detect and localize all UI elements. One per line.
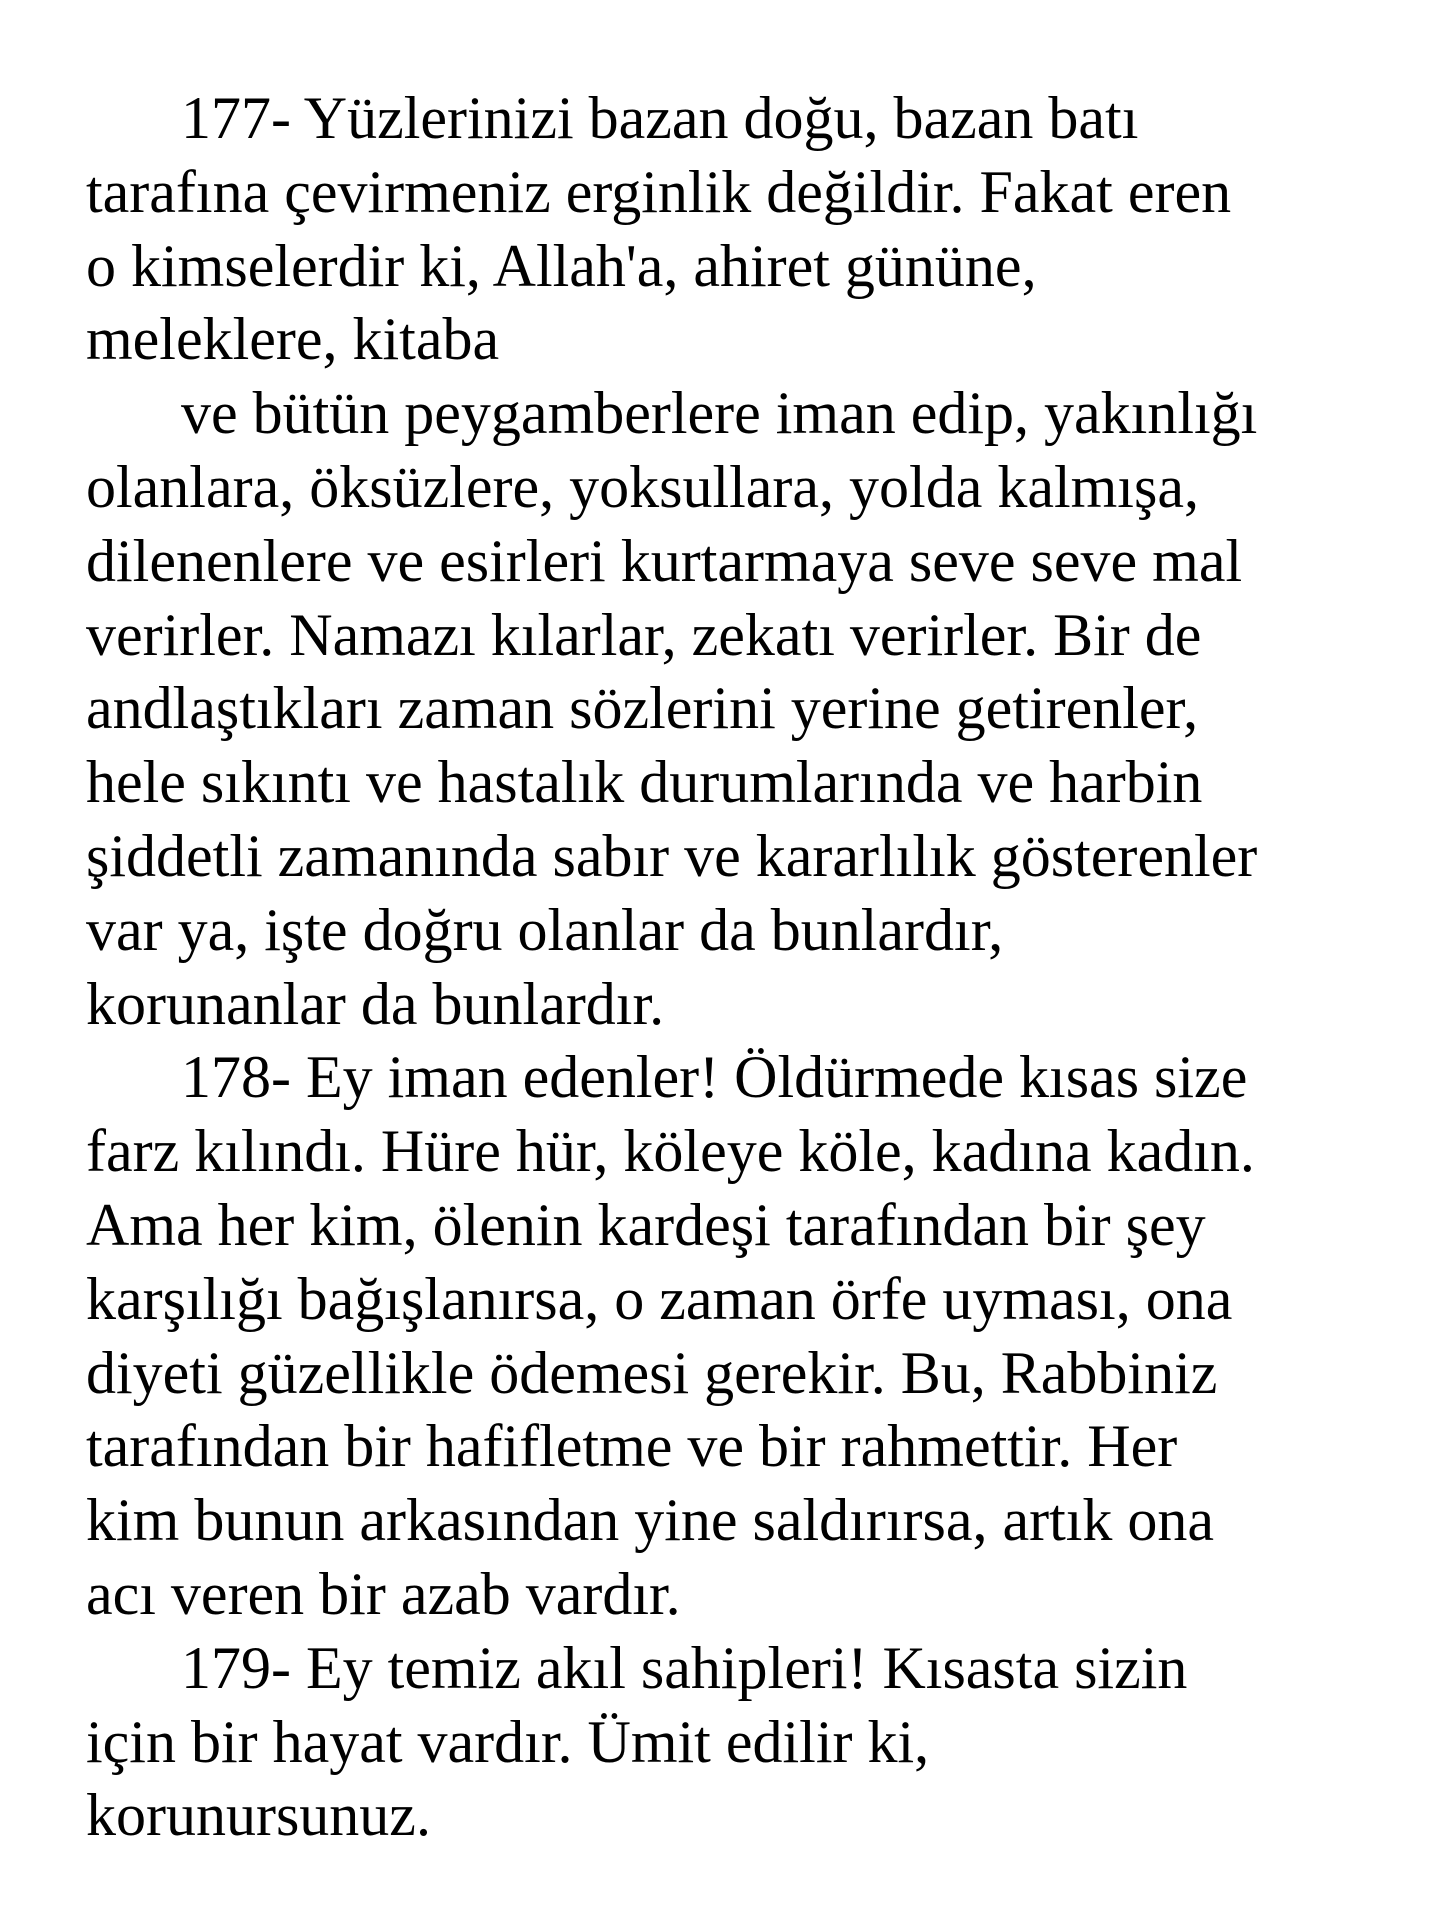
text-line: verirler. Namazı kılarlar, zekatı verirler. Bir de — [86, 601, 1202, 668]
text-line: karşılığı bağışlanırsa, o zaman örfe uyması, ona — [86, 1265, 1233, 1332]
text-line: hele sıkıntı ve hastalık durumlarında ve harbin — [86, 749, 1203, 816]
paragraph-continuation-line: ve bütün peygamberlere iman edip, yakınlığı — [181, 380, 1258, 447]
text-line: korunanlar da bunlardır. — [86, 970, 665, 1037]
text-line: o kimselerdir ki, Allah'a, ahiret gününe, — [86, 232, 1037, 299]
document-text — [86, 82, 1406, 1853]
text-line: var ya, işte doğru olanlar da bunlardır, — [86, 896, 1004, 963]
text-line: dilenenlere ve esirleri kurtarmaya seve seve mal — [86, 527, 1243, 594]
text-line: için bir hayat vardır. Ümit edilir ki, — [86, 1708, 930, 1775]
text-line: tarafından bir hafifletme ve bir rahmettir. Her — [86, 1413, 1178, 1480]
text-line: Ama her kim, ölenin kardeşi tarafından bir şey — [86, 1191, 1206, 1258]
text-line: şiddetli zamanında sabır ve kararlılık gösterenler — [86, 822, 1258, 889]
text-line: farz kılındı. Hüre hür, köleye köle, kadına kadın. — [86, 1118, 1255, 1185]
text-line: andlaştıkları zaman sözlerini yerine getirenler, — [86, 675, 1199, 742]
text-line: korunursunuz. — [86, 1782, 431, 1849]
verse-179-start-line: 179- Ey temiz akıl sahipleri! Kısasta sizin — [181, 1634, 1188, 1701]
text-line: diyeti güzellikle ödemesi gerekir. Bu, Rabbiniz — [86, 1339, 1218, 1406]
text-line: meleklere, kitaba — [86, 306, 500, 373]
text-line: olanlara, öksüzlere, yoksullara, yolda kalmışa, — [86, 453, 1199, 520]
verse-178-start-line: 178- Ey iman edenler! Öldürmede kısas size — [181, 1044, 1248, 1111]
text-line: kim bunun arkasından yine saldırırsa, artık ona — [86, 1487, 1215, 1554]
text-line: tarafına çevirmeniz erginlik değildir. Fakat eren — [86, 158, 1232, 225]
verse-177-start-line: 177- Yüzlerinizi bazan doğu, bazan batı — [181, 85, 1139, 151]
text-line: acı veren bir azab vardır. — [86, 1560, 681, 1627]
